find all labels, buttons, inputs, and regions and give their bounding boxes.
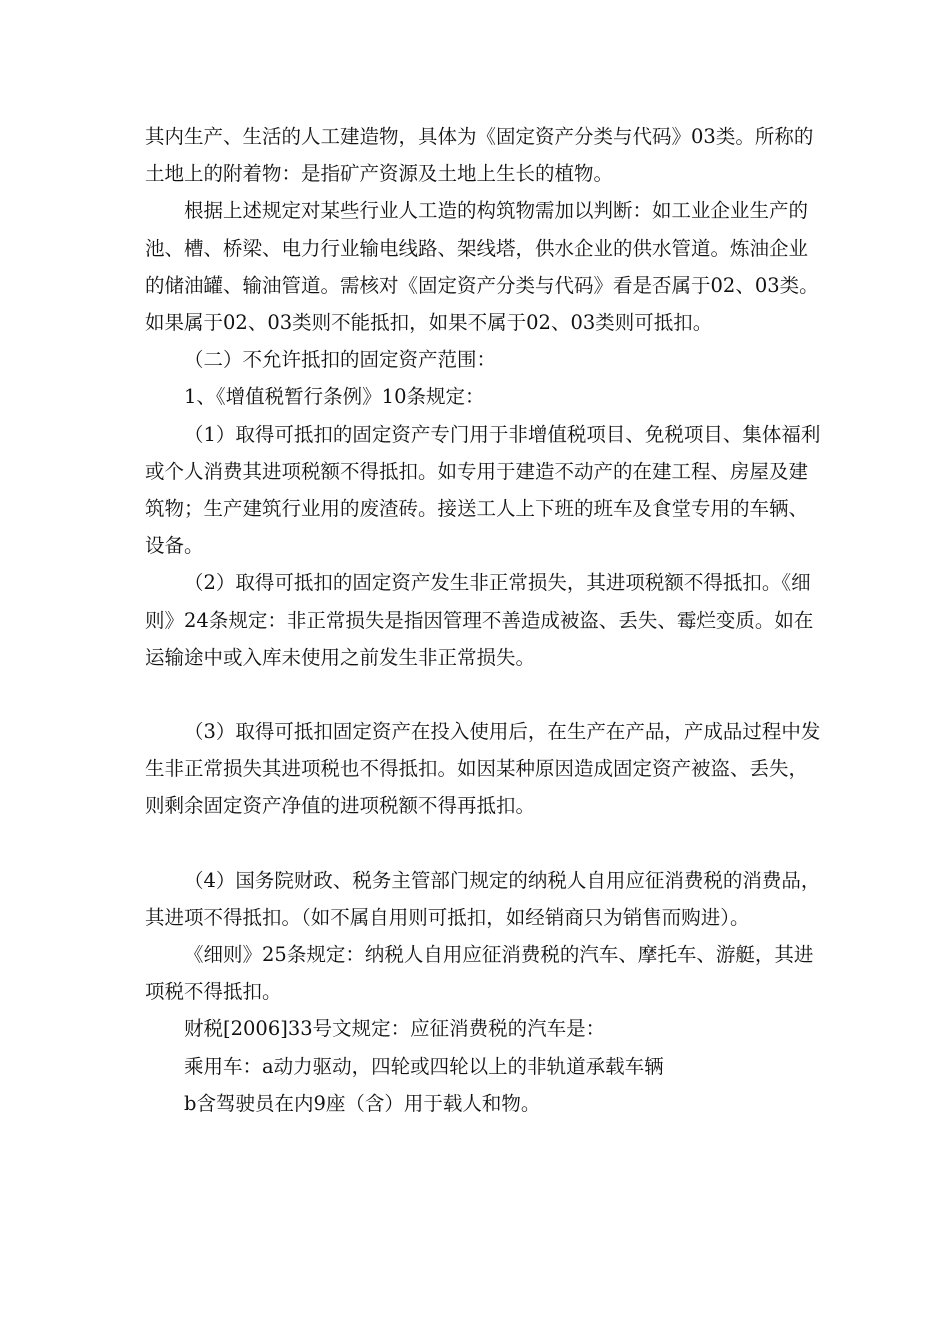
document-body <box>145 118 825 1122</box>
paragraph-passenger-car-b: b含驾驶员在内9座（含）用于载人和物。 <box>184 1091 541 1115</box>
blank-line <box>145 825 825 862</box>
blank-line <box>145 676 825 713</box>
paragraph-1: 其内生产、生活的人工建造物，具体为《固定资产分类与代码》03类。所称的土地上的附着物：是指矿产资源及土地上生长的植物。 <box>145 125 814 186</box>
paragraph-caishui-33: 财税[2006]33号文规定：应征消费税的汽车是： <box>184 1017 606 1041</box>
list-item-2: （2）取得可抵扣的固定资产发生非正常损失，其进项税额不得抵扣。《细则》24条规定：非正常损失是指因管理不善造成被盗、丢失、霉烂变质。如在运输途中或入库未使用之前发生非正常损失。 <box>145 571 814 669</box>
paragraph-passenger-car-a: 乘用车：a动力驱动，四轮或四轮以上的非轨道承载车辆 <box>184 1054 664 1078</box>
paragraph-article-10: 1、《增值税暂行条例》10条规定： <box>184 385 485 409</box>
list-item-1: （1）取得可抵扣的固定资产专门用于非增值税项目、免税项目、集体福利或个人消费其进项税额不得抵扣。如专用于建造不动产的在建工程、房屋及建筑物；生产建筑行业用的废渣砖。接送工人上下班的班车及食堂专用的车辆、设备。 <box>145 422 821 558</box>
section-heading-2: （二）不允许抵扣的固定资产范围： <box>184 348 497 372</box>
paragraph-article-25: 《细则》25条规定：纳税人自用应征消费税的汽车、摩托车、游艇，其进项税不得抵扣。 <box>145 943 814 1004</box>
list-item-3: （3）取得可抵扣固定资产在投入使用后，在生产在产品，产成品过程中发生非正常损失其进项税也不得抵扣。如因某种原因造成固定资产被盗、丢失，则剩余固定资产净值的进项税额不得再抵扣。 <box>145 720 821 818</box>
list-item-4: （4）国务院财政、税务主管部门规定的纳税人自用应征消费税的消费品，其进项不得抵扣。（如不属自用则可抵扣，如经销商只为销售而购进）。 <box>145 868 821 929</box>
paragraph-2: 根据上述规定对某些行业人工造的构筑物需加以判断：如工业企业生产的池、槽、桥梁、电力行业输电线路、架线塔，供水企业的供水管道。炼油企业的储油罐、输油管道。需核对《固定资产分类与代码》看是否属于02、03类。如果属于02、03类则不能抵扣，如果不属于02、03类则可抵扣。 <box>145 199 819 335</box>
